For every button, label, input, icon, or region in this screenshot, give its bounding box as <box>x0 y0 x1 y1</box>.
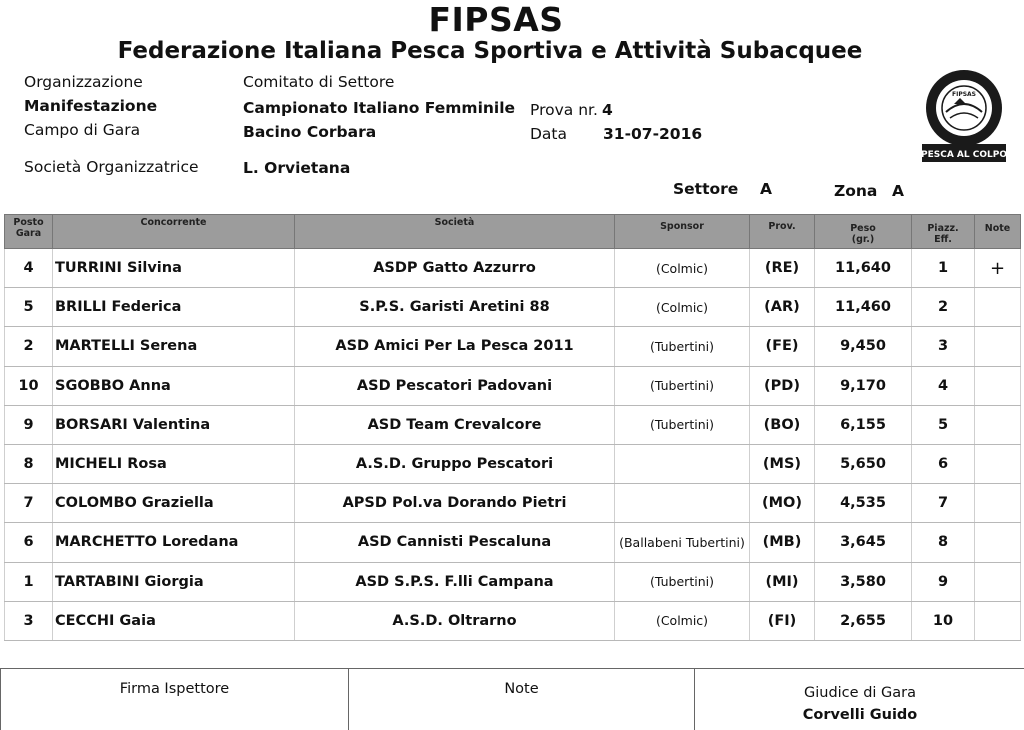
giudice-di-gara-box <box>695 669 1024 730</box>
cell-note <box>975 444 1021 483</box>
cell-concorrente: BRILLI Federica <box>53 288 295 327</box>
cell-note <box>975 523 1021 562</box>
cell-prov: (MO) <box>750 484 815 523</box>
cell-posto: 2 <box>5 327 53 366</box>
cell-peso: 11,640 <box>815 249 912 288</box>
table-row <box>5 249 1021 288</box>
cell-societa: ASDP Gatto Azzurro <box>295 249 615 288</box>
cell-concorrente: CECCHI Gaia <box>53 601 295 640</box>
cell-sponsor <box>615 484 750 523</box>
cell-peso: 3,580 <box>815 562 912 601</box>
cell-prov: (MB) <box>750 523 815 562</box>
header-prov: Prov. <box>750 215 815 249</box>
header-sponsor: Sponsor <box>615 215 750 249</box>
cell-societa: A.S.D. Oltrarno <box>295 601 615 640</box>
cell-concorrente: COLOMBO Graziella <box>53 484 295 523</box>
page-title: FIPSAS <box>428 0 564 39</box>
manifestazione-value: Campionato Italiano Femminile <box>243 99 516 117</box>
cell-societa: ASD Cannisti Pescaluna <box>295 523 615 562</box>
table-row <box>5 444 1021 483</box>
manifestazione-label: Manifestazione <box>24 97 158 115</box>
cell-sponsor: (Colmic) <box>615 249 750 288</box>
cell-note <box>975 405 1021 444</box>
cell-sponsor: (Colmic) <box>615 288 750 327</box>
cell-peso: 9,170 <box>815 366 912 405</box>
cell-posto: 7 <box>5 484 53 523</box>
organizzazione-label: Organizzazione <box>24 73 143 91</box>
cell-posto: 8 <box>5 444 53 483</box>
data-value: 31-07-2016 <box>603 125 703 143</box>
table-header-row <box>5 215 1021 249</box>
cell-prov: (FE) <box>750 327 815 366</box>
cell-piazzamento: 4 <box>912 366 975 405</box>
cell-posto: 1 <box>5 562 53 601</box>
table-row <box>5 405 1021 444</box>
settore-label: Settore <box>673 180 739 198</box>
settore-value: A <box>760 180 772 198</box>
zona-value: A <box>892 182 904 200</box>
cell-peso: 9,450 <box>815 327 912 366</box>
cell-sponsor: (Tubertini) <box>615 327 750 366</box>
cell-piazzamento: 5 <box>912 405 975 444</box>
cell-sponsor: (Colmic) <box>615 601 750 640</box>
header-concorrente: Concorrente <box>53 215 295 249</box>
cell-peso: 3,645 <box>815 523 912 562</box>
cell-concorrente: MARTELLI Serena <box>53 327 295 366</box>
svg-text:PESCA AL COLPO: PESCA AL COLPO <box>920 150 1008 160</box>
fipsas-pesca-al-colpo-logo <box>920 68 1008 164</box>
results-table <box>4 214 1021 641</box>
cell-piazzamento: 2 <box>912 288 975 327</box>
cell-posto: 10 <box>5 366 53 405</box>
cell-note <box>975 562 1021 601</box>
table-row <box>5 366 1021 405</box>
cell-societa: S.P.S. Garisti Aretini 88 <box>295 288 615 327</box>
cell-note <box>975 288 1021 327</box>
signature-footer <box>0 668 1024 730</box>
table-row <box>5 523 1021 562</box>
cell-prov: (RE) <box>750 249 815 288</box>
giudice-di-gara-name: Corvelli Guido <box>802 707 918 723</box>
cell-concorrente: TURRINI Silvina <box>53 249 295 288</box>
cell-societa: ASD Team Crevalcore <box>295 405 615 444</box>
cell-piazzamento: 10 <box>912 601 975 640</box>
cell-piazzamento: 3 <box>912 327 975 366</box>
header-societa: Società <box>295 215 615 249</box>
table-row <box>5 288 1021 327</box>
cell-concorrente: TARTABINI Giorgia <box>53 562 295 601</box>
data-label: Data <box>530 125 568 143</box>
page-subtitle: Federazione Italiana Pesca Sportiva e Attività Subacquee <box>117 38 863 64</box>
cell-piazzamento: 8 <box>912 523 975 562</box>
cell-prov: (BO) <box>750 405 815 444</box>
cell-societa: ASD S.P.S. F.lli Campana <box>295 562 615 601</box>
cell-prov: (MI) <box>750 562 815 601</box>
cell-prov: (FI) <box>750 601 815 640</box>
cell-note <box>975 601 1021 640</box>
cell-societa: ASD Pescatori Padovani <box>295 366 615 405</box>
cell-posto: 3 <box>5 601 53 640</box>
table-row <box>5 327 1021 366</box>
header-piazzamento: Piazz. Eff. <box>912 215 975 249</box>
note-label: Note <box>504 681 539 697</box>
cell-piazzamento: 6 <box>912 444 975 483</box>
cell-posto: 6 <box>5 523 53 562</box>
header-note: Note <box>975 215 1021 249</box>
cell-sponsor: (Tubertini) <box>615 562 750 601</box>
cell-note <box>975 327 1021 366</box>
cell-peso: 2,655 <box>815 601 912 640</box>
note-box <box>349 669 695 730</box>
cell-concorrente: MICHELI Rosa <box>53 444 295 483</box>
cell-sponsor: (Tubertini) <box>615 405 750 444</box>
societa-organizzatrice-value: L. Orvietana <box>243 159 351 177</box>
cell-piazzamento: 1 <box>912 249 975 288</box>
cell-societa: ASD Amici Per La Pesca 2011 <box>295 327 615 366</box>
cell-concorrente: SGOBBO Anna <box>53 366 295 405</box>
cell-posto: 9 <box>5 405 53 444</box>
cell-peso: 4,535 <box>815 484 912 523</box>
cell-note: + <box>975 249 1021 288</box>
firma-ispettore-box <box>1 669 349 730</box>
cell-sponsor <box>615 444 750 483</box>
cell-prov: (AR) <box>750 288 815 327</box>
cell-concorrente: MARCHETTO Loredana <box>53 523 295 562</box>
prova-label: Prova nr. <box>530 101 598 119</box>
cell-societa: APSD Pol.va Dorando Pietri <box>295 484 615 523</box>
cell-posto: 5 <box>5 288 53 327</box>
campo-di-gara-label: Campo di Gara <box>24 121 141 139</box>
giudice-di-gara-label: Giudice di Gara <box>804 685 916 701</box>
cell-sponsor: (Ballabeni Tubertini) <box>615 523 750 562</box>
societa-organizzatrice-label: Società Organizzatrice <box>24 158 199 176</box>
table-row <box>5 562 1021 601</box>
header-peso: Peso (gr.) <box>815 215 912 249</box>
cell-piazzamento: 7 <box>912 484 975 523</box>
campo-di-gara-value: Bacino Corbara <box>243 123 377 141</box>
table-row <box>5 484 1021 523</box>
firma-ispettore-label: Firma Ispettore <box>119 681 230 697</box>
cell-prov: (MS) <box>750 444 815 483</box>
organizzazione-value: Comitato di Settore <box>243 73 395 91</box>
table-row <box>5 601 1021 640</box>
cell-posto: 4 <box>5 249 53 288</box>
zona-label: Zona <box>834 182 878 200</box>
cell-peso: 11,460 <box>815 288 912 327</box>
cell-concorrente: BORSARI Valentina <box>53 405 295 444</box>
cell-piazzamento: 9 <box>912 562 975 601</box>
cell-peso: 5,650 <box>815 444 912 483</box>
prova-value: 4 <box>602 101 613 119</box>
cell-prov: (PD) <box>750 366 815 405</box>
cell-peso: 6,155 <box>815 405 912 444</box>
cell-note <box>975 484 1021 523</box>
cell-sponsor: (Tubertini) <box>615 366 750 405</box>
cell-societa: A.S.D. Gruppo Pescatori <box>295 444 615 483</box>
header-posto-gara: Posto Gara <box>5 215 53 249</box>
cell-note <box>975 366 1021 405</box>
svg-text:FIPSAS: FIPSAS <box>951 91 977 98</box>
